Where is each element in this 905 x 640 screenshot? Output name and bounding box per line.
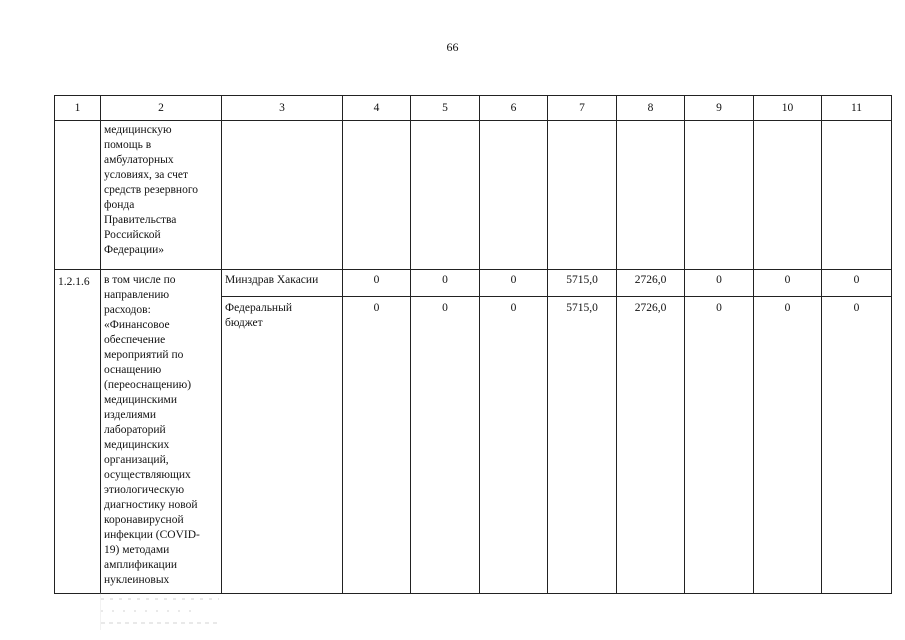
code-cell xyxy=(55,121,101,270)
column-header: 1 xyxy=(55,96,101,121)
table-header-row xyxy=(55,96,892,121)
value-cell: 0 xyxy=(822,297,892,594)
column-header: 6 xyxy=(480,96,548,121)
value-cell: 0 xyxy=(754,297,822,594)
column-header: 3 xyxy=(222,96,343,121)
value-cell: 0 xyxy=(754,270,822,297)
budget-table xyxy=(54,95,892,594)
value-cell xyxy=(822,121,892,270)
column-header: 8 xyxy=(617,96,685,121)
column-header: 5 xyxy=(411,96,480,121)
value-cell: 5715,0 xyxy=(548,270,617,297)
value-cell xyxy=(548,121,617,270)
value-cell: 0 xyxy=(343,297,411,594)
column-header: 4 xyxy=(343,96,411,121)
table-row xyxy=(55,121,892,270)
column-header: 2 xyxy=(101,96,222,121)
table-row xyxy=(55,270,892,297)
value-cell: 0 xyxy=(411,270,480,297)
value-cell: 0 xyxy=(685,297,754,594)
value-cell: 0 xyxy=(822,270,892,297)
value-cell: 0 xyxy=(411,297,480,594)
value-cell: 0 xyxy=(480,297,548,594)
column-header: 10 xyxy=(754,96,822,121)
column-header: 9 xyxy=(685,96,754,121)
scan-artifact xyxy=(100,592,219,630)
column-header: 7 xyxy=(548,96,617,121)
description-cell: медицинскую помощь в амбулаторных условиях, за счет средств резервного фонда Правительства Российской Федерации» xyxy=(101,121,222,270)
value-cell: 2726,0 xyxy=(617,297,685,594)
value-cell xyxy=(411,121,480,270)
value-cell xyxy=(617,121,685,270)
value-cell xyxy=(754,121,822,270)
org-cell xyxy=(222,121,343,270)
value-cell xyxy=(685,121,754,270)
value-cell: 0 xyxy=(343,270,411,297)
value-cell: 0 xyxy=(685,270,754,297)
org-cell: Федеральный бюджет xyxy=(222,297,343,594)
value-cell xyxy=(343,121,411,270)
org-cell: Минздрав Хакасии xyxy=(222,270,343,297)
column-header: 11 xyxy=(822,96,892,121)
value-cell: 0 xyxy=(480,270,548,297)
code-cell: 1.2.1.6 xyxy=(55,270,101,594)
description-cell: в том числе по направлению расходов: «Финансовое обеспечение мероприятий по оснащению (переоснащению) медицинскими изделиями лабораторий медицинских организаций, осуществляющих этиологическую диагностику новой коронавирусной инфекции (COVID- 19) методами амплификации нуклеиновых xyxy=(101,270,222,594)
value-cell: 5715,0 xyxy=(548,297,617,594)
page-number: 66 xyxy=(446,40,459,54)
value-cell xyxy=(480,121,548,270)
value-cell: 2726,0 xyxy=(617,270,685,297)
